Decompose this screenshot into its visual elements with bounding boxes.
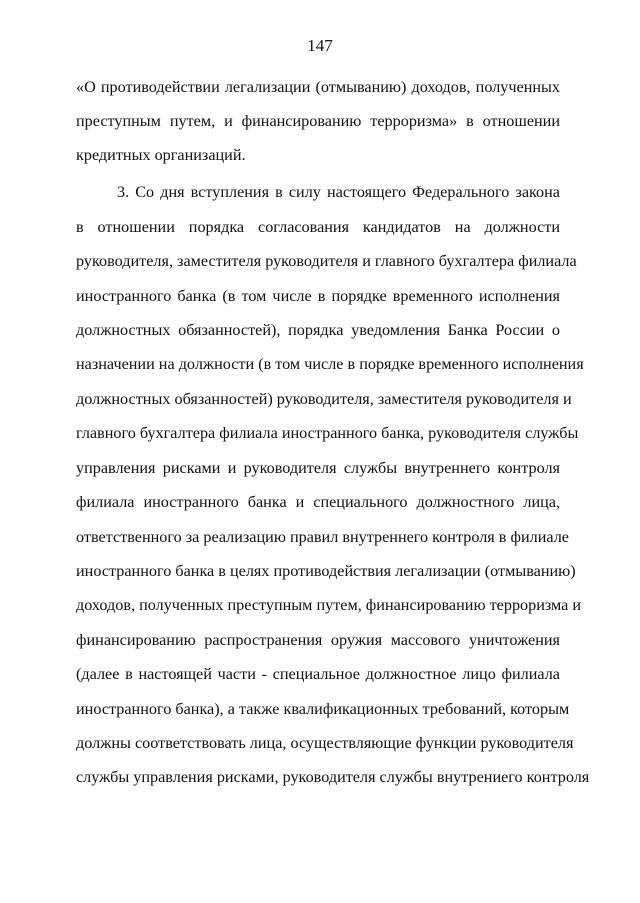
text-line-7: иностранного банка (в том числе в порядке временного исполнения bbox=[76, 287, 560, 305]
text-line-1: «О противодействии легализации (отмыванию) доходов, полученных bbox=[76, 78, 560, 96]
text-line-13: филиала иностранного банка и специального должностного лица, bbox=[76, 493, 560, 511]
text-line-5: в отношении порядка согласования кандидатов на должности bbox=[76, 218, 560, 236]
text-line-8: должностных обязанностей), порядка уведомления Банка России о bbox=[76, 321, 560, 339]
text-line-2: преступным путем, и финансированию терроризма» в отношении bbox=[76, 112, 560, 130]
text-line-15: иностранного банка в целях противодействия легализации (отмыванию) bbox=[76, 562, 576, 580]
text-line-4: 3. Со дня вступления в силу настоящего Федерального закона bbox=[117, 183, 560, 201]
text-line-14: ответственного за реализацию правил внутреннего контроля в филиале bbox=[76, 528, 569, 546]
text-line-18: (далее в настоящей части - специальное должностное лицо филиала bbox=[76, 665, 560, 683]
text-line-11: главного бухгалтера филиала иностранного банка, руководителя службы bbox=[76, 424, 579, 442]
text-line-12: управления рисками и руководителя службы внутреннего контроля bbox=[76, 459, 560, 477]
page-number: 147 bbox=[307, 36, 333, 55]
text-line-16: доходов, полученных преступным путем, финансированию терроризма и bbox=[76, 596, 582, 614]
text-line-17: финансированию распространения оружия массового уничтожения bbox=[76, 631, 560, 649]
text-line-3: кредитных организаций. bbox=[76, 146, 246, 164]
text-line-19: иностранного банка), а также квалификационных требований, которым bbox=[76, 700, 570, 718]
text-line-6: руководителя, заместителя руководителя и главного бухгалтера филиала bbox=[76, 252, 577, 270]
text-line-9: назначении на должности (в том числе в порядке временного исполнения bbox=[76, 355, 584, 373]
text-line-20: должны соответствовать лица, осуществляющие функции руководителя bbox=[76, 734, 574, 752]
text-line-10: должностных обязанностей) руководителя, заместителя руководителя и bbox=[76, 390, 572, 408]
text-line-21: службы управления рисками, руководителя службы внутрениего контроля bbox=[76, 768, 590, 786]
